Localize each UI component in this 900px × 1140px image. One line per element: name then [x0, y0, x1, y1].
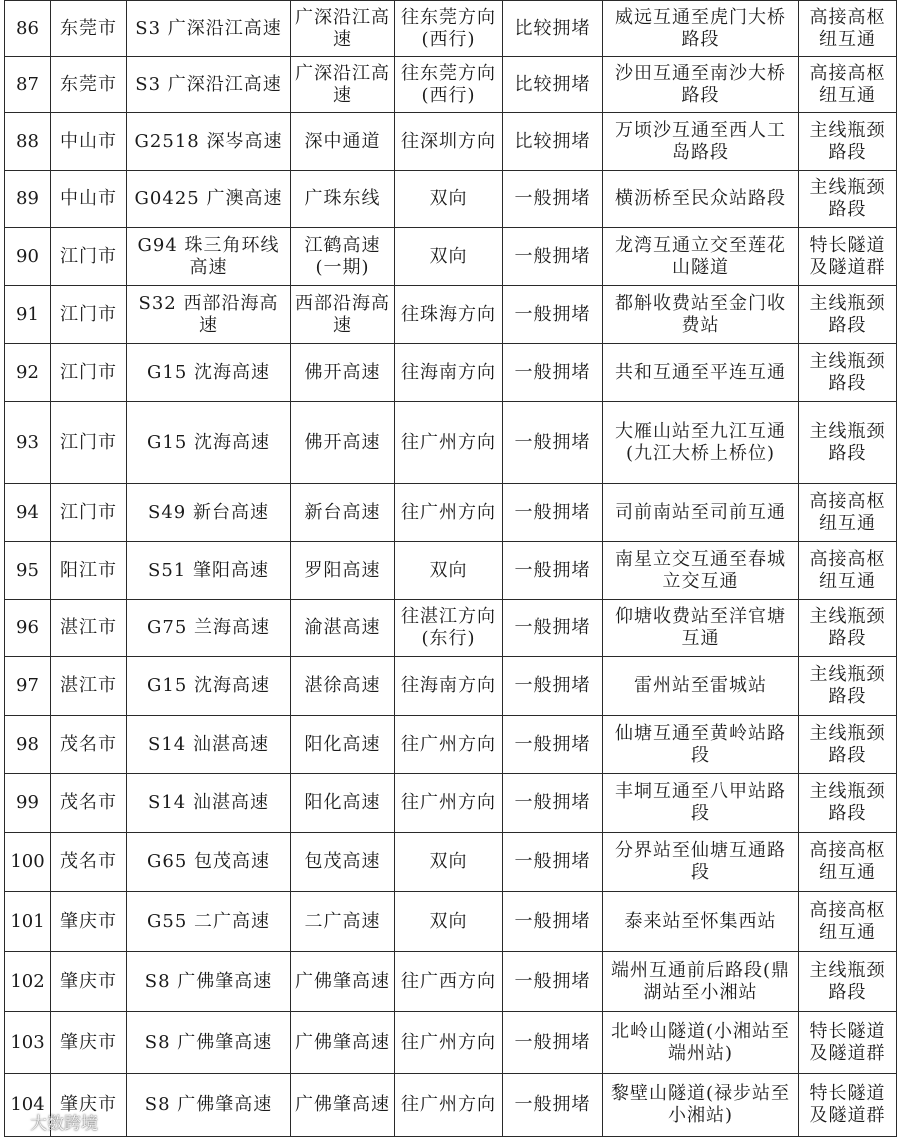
cell-route: G94 珠三角环线高速: [127, 228, 291, 286]
cell-direction: 往深圳方向: [395, 113, 503, 171]
cell-type: 主线瓶颈路段: [799, 600, 897, 657]
cell-route: G15 沈海高速: [127, 402, 291, 484]
cell-road: 广佛肇高速: [291, 1074, 395, 1137]
table-row: [5, 1074, 897, 1137]
cell-road: 西部沿海高速: [291, 286, 395, 344]
cell-no: 98: [5, 716, 51, 774]
cell-direction: 双向: [395, 542, 503, 600]
cell-city: 江门市: [51, 344, 127, 402]
congestion-table: [4, 0, 897, 1137]
cell-no: 88: [5, 113, 51, 171]
brand-logo-icon: [8, 1113, 26, 1131]
cell-route: S3 广深沿江高速: [127, 1, 291, 57]
cell-road: 阳化高速: [291, 716, 395, 774]
cell-road: 新台高速: [291, 484, 395, 542]
cell-road: 广佛肇高速: [291, 1012, 395, 1074]
cell-level: 比较拥堵: [503, 1, 603, 57]
cell-road: 广深沿江高速: [291, 1, 395, 57]
cell-no: 92: [5, 344, 51, 402]
cell-city: 东莞市: [51, 57, 127, 113]
cell-city: 茂名市: [51, 716, 127, 774]
cell-city: 江门市: [51, 402, 127, 484]
cell-section: 雷州站至雷城站: [603, 657, 799, 716]
cell-level: 一般拥堵: [503, 1012, 603, 1074]
cell-no: 95: [5, 542, 51, 600]
cell-no: 93: [5, 402, 51, 484]
cell-level: 一般拥堵: [503, 716, 603, 774]
cell-no: 89: [5, 171, 51, 228]
cell-direction: 往东莞方向(西行): [395, 1, 503, 57]
cell-section: 分界站至仙塘互通路段: [603, 833, 799, 892]
table-row: [5, 402, 897, 484]
cell-no: 101: [5, 892, 51, 952]
cell-road: 渝湛高速: [291, 600, 395, 657]
cell-route: G0425 广澳高速: [127, 171, 291, 228]
cell-no: 103: [5, 1012, 51, 1074]
cell-type: 高接高枢纽互通: [799, 892, 897, 952]
cell-direction: 往海南方向: [395, 657, 503, 716]
cell-level: 一般拥堵: [503, 774, 603, 833]
table-row: [5, 1, 897, 57]
cell-no: 86: [5, 1, 51, 57]
cell-direction: 双向: [395, 833, 503, 892]
cell-route: G2518 深岑高速: [127, 113, 291, 171]
cell-road: 二广高速: [291, 892, 395, 952]
cell-type: 主线瓶颈路段: [799, 171, 897, 228]
cell-route: G65 包茂高速: [127, 833, 291, 892]
cell-direction: 往珠海方向: [395, 286, 503, 344]
cell-type: 高接高枢纽互通: [799, 833, 897, 892]
cell-no: 102: [5, 952, 51, 1012]
cell-city: 肇庆市: [51, 952, 127, 1012]
cell-route: S51 肇阳高速: [127, 542, 291, 600]
cell-road: 广珠东线: [291, 171, 395, 228]
table-row: [5, 657, 897, 716]
table-row: [5, 600, 897, 657]
cell-level: 一般拥堵: [503, 402, 603, 484]
cell-section: 黎壁山隧道(禄步站至小湘站): [603, 1074, 799, 1137]
table-row: [5, 286, 897, 344]
cell-type: 主线瓶颈路段: [799, 657, 897, 716]
cell-section: 都斛收费站至金门收费站: [603, 286, 799, 344]
cell-route: G55 二广高速: [127, 892, 291, 952]
cell-section: 北岭山隧道(小湘站至端州站): [603, 1012, 799, 1074]
cell-section: 仰塘收费站至洋官塘互通: [603, 600, 799, 657]
cell-type: 主线瓶颈路段: [799, 952, 897, 1012]
cell-section: 泰来站至怀集西站: [603, 892, 799, 952]
cell-type: 特长隧道及隧道群: [799, 1012, 897, 1074]
cell-type: 高接高枢纽互通: [799, 542, 897, 600]
table-row: [5, 833, 897, 892]
cell-road: 阳化高速: [291, 774, 395, 833]
cell-direction: 双向: [395, 892, 503, 952]
cell-direction: 往广州方向: [395, 716, 503, 774]
cell-no: 91: [5, 286, 51, 344]
cell-route: S49 新台高速: [127, 484, 291, 542]
cell-type: 高接高枢纽互通: [799, 484, 897, 542]
cell-city: 中山市: [51, 113, 127, 171]
cell-section: 仙塘互通至黄岭站路段: [603, 716, 799, 774]
cell-road: 罗阳高速: [291, 542, 395, 600]
cell-type: 高接高枢纽互通: [799, 57, 897, 113]
table-row: [5, 716, 897, 774]
cell-level: 一般拥堵: [503, 892, 603, 952]
cell-no: 104: [5, 1074, 51, 1137]
cell-level: 一般拥堵: [503, 952, 603, 1012]
cell-city: 江门市: [51, 228, 127, 286]
cell-section: 共和互通至平连互通: [603, 344, 799, 402]
table-row: [5, 484, 897, 542]
table-row: [5, 113, 897, 171]
cell-level: 一般拥堵: [503, 542, 603, 600]
cell-city: 肇庆市: [51, 1012, 127, 1074]
table-row: [5, 228, 897, 286]
cell-road: 包茂高速: [291, 833, 395, 892]
cell-city: 湛江市: [51, 657, 127, 716]
cell-route: S14 汕湛高速: [127, 716, 291, 774]
cell-route: S8 广佛肇高速: [127, 952, 291, 1012]
cell-road: 佛开高速: [291, 344, 395, 402]
cell-route: S32 西部沿海高速: [127, 286, 291, 344]
cell-city: 茂名市: [51, 833, 127, 892]
cell-city: 肇庆市: [51, 1074, 127, 1137]
watermark-text: 大数跨境: [30, 1114, 98, 1134]
cell-section: 沙田互通至南沙大桥路段: [603, 57, 799, 113]
table-container: [4, 0, 896, 1137]
cell-section: 威远互通至虎门大桥路段: [603, 1, 799, 57]
cell-level: 比较拥堵: [503, 113, 603, 171]
cell-type: 高接高枢纽互通: [799, 1, 897, 57]
cell-road: 广佛肇高速: [291, 952, 395, 1012]
cell-city: 东莞市: [51, 1, 127, 57]
cell-no: 87: [5, 57, 51, 113]
cell-road: 深中通道: [291, 113, 395, 171]
cell-no: 100: [5, 833, 51, 892]
cell-section: 龙湾互通立交至莲花山隧道: [603, 228, 799, 286]
cell-level: 一般拥堵: [503, 344, 603, 402]
cell-road: 佛开高速: [291, 402, 395, 484]
table-row: [5, 171, 897, 228]
table-row: [5, 952, 897, 1012]
cell-type: 主线瓶颈路段: [799, 402, 897, 484]
cell-section: 万顷沙互通至西人工岛路段: [603, 113, 799, 171]
cell-section: 南星立交互通至春城立交互通: [603, 542, 799, 600]
cell-direction: 往海南方向: [395, 344, 503, 402]
cell-level: 一般拥堵: [503, 657, 603, 716]
cell-route: S14 汕湛高速: [127, 774, 291, 833]
cell-type: 特长隧道及隧道群: [799, 228, 897, 286]
cell-no: 99: [5, 774, 51, 833]
cell-direction: 双向: [395, 228, 503, 286]
cell-type: 主线瓶颈路段: [799, 344, 897, 402]
table-body: [5, 1, 897, 1137]
table-row: [5, 344, 897, 402]
cell-route: S3 广深沿江高速: [127, 57, 291, 113]
cell-city: 茂名市: [51, 774, 127, 833]
cell-direction: 往广西方向: [395, 952, 503, 1012]
cell-road: 江鹤高速(一期): [291, 228, 395, 286]
cell-level: 一般拥堵: [503, 1074, 603, 1137]
cell-no: 96: [5, 600, 51, 657]
cell-section: 端州互通前后路段(鼎湖站至小湘站: [603, 952, 799, 1012]
cell-city: 湛江市: [51, 600, 127, 657]
cell-no: 94: [5, 484, 51, 542]
cell-direction: 往东莞方向(西行): [395, 57, 503, 113]
cell-no: 97: [5, 657, 51, 716]
cell-direction: 往广州方向: [395, 1012, 503, 1074]
table-row: [5, 892, 897, 952]
cell-level: 一般拥堵: [503, 171, 603, 228]
table-row: [5, 57, 897, 113]
cell-level: 一般拥堵: [503, 833, 603, 892]
cell-route: G15 沈海高速: [127, 657, 291, 716]
cell-section: 大雁山站至九江互通(九江大桥上桥位): [603, 402, 799, 484]
cell-level: 一般拥堵: [503, 484, 603, 542]
cell-direction: 往广州方向: [395, 484, 503, 542]
cell-route: G75 兰海高速: [127, 600, 291, 657]
cell-level: 比较拥堵: [503, 57, 603, 113]
cell-road: 广深沿江高速: [291, 57, 395, 113]
cell-direction: 双向: [395, 171, 503, 228]
table-row: [5, 774, 897, 833]
cell-route: G15 沈海高速: [127, 344, 291, 402]
table-row: [5, 542, 897, 600]
cell-road: 湛徐高速: [291, 657, 395, 716]
cell-city: 阳江市: [51, 542, 127, 600]
cell-route: S8 广佛肇高速: [127, 1012, 291, 1074]
cell-city: 中山市: [51, 171, 127, 228]
cell-type: 特长隧道及隧道群: [799, 1074, 897, 1137]
cell-type: 主线瓶颈路段: [799, 774, 897, 833]
cell-level: 一般拥堵: [503, 600, 603, 657]
cell-direction: 往广州方向: [395, 1074, 503, 1137]
cell-city: 江门市: [51, 286, 127, 344]
cell-direction: 往湛江方向(东行): [395, 600, 503, 657]
cell-section: 横沥桥至民众站路段: [603, 171, 799, 228]
cell-city: 江门市: [51, 484, 127, 542]
cell-type: 主线瓶颈路段: [799, 113, 897, 171]
cell-direction: 往广州方向: [395, 774, 503, 833]
cell-type: 主线瓶颈路段: [799, 286, 897, 344]
cell-level: 一般拥堵: [503, 286, 603, 344]
cell-level: 一般拥堵: [503, 228, 603, 286]
cell-no: 90: [5, 228, 51, 286]
cell-section: 司前南站至司前互通: [603, 484, 799, 542]
table-row: [5, 1012, 897, 1074]
cell-city: 肇庆市: [51, 892, 127, 952]
cell-type: 主线瓶颈路段: [799, 716, 897, 774]
cell-route: S8 广佛肇高速: [127, 1074, 291, 1137]
cell-section: 丰垌互通至八甲站路段: [603, 774, 799, 833]
cell-direction: 往广州方向: [395, 402, 503, 484]
watermark: [8, 1109, 98, 1134]
